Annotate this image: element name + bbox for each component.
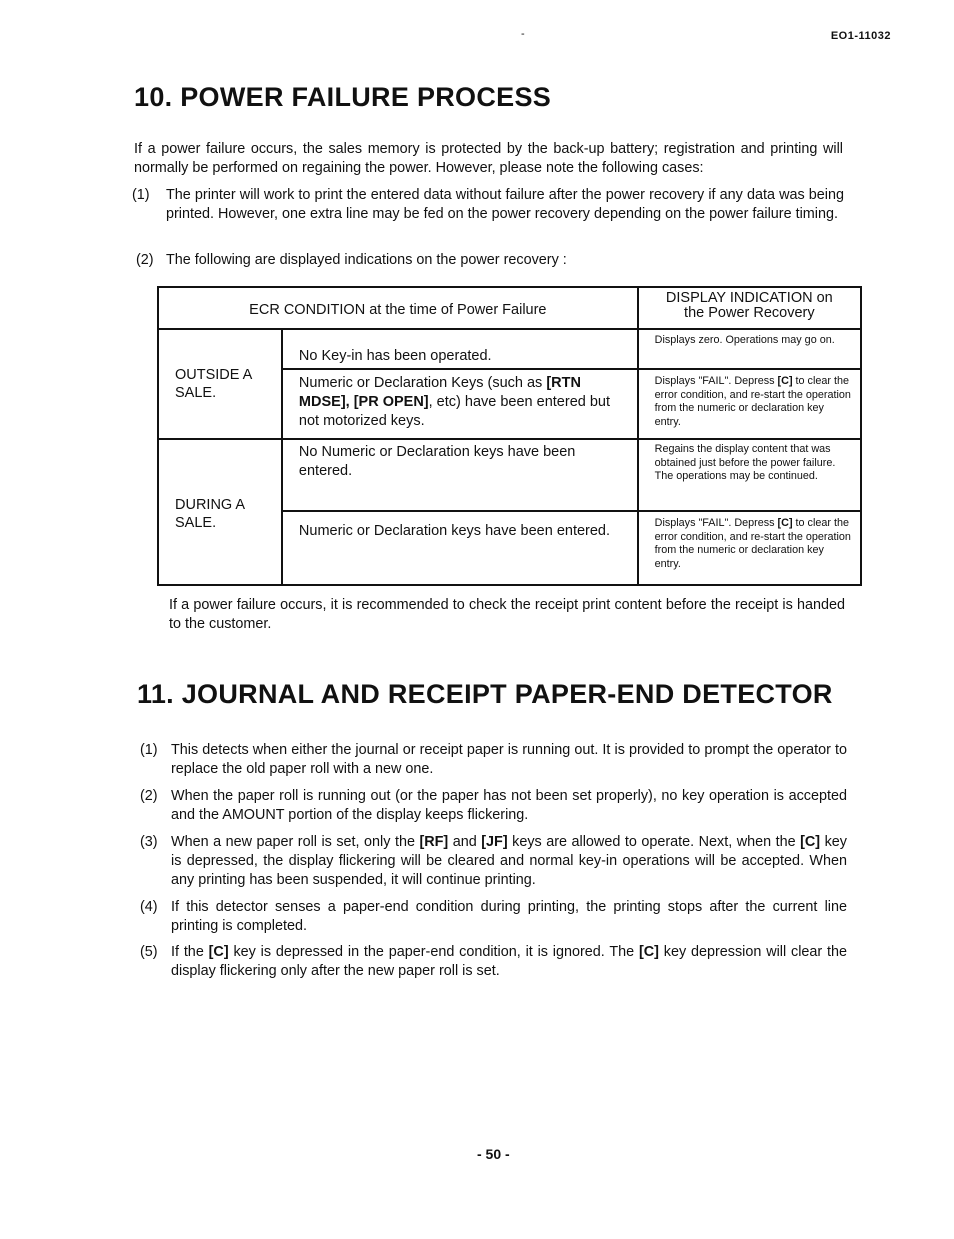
condition-cell: Numeric or Declaration Keys (such as [RTN MDSE], [PR OPEN], etc) have been entered but not motorized keys. xyxy=(282,369,638,439)
condition-cell: No Key-in has been operated. xyxy=(282,329,638,369)
item-number: (1) xyxy=(140,742,158,758)
header-ecr-condition: ECR CONDITION at the time of Power Failure xyxy=(158,287,638,329)
item-text: The printer will work to print the entered data without failure after the power recovery if any data was being printed. However, one extra line may be fed on the power recovery depending on the power failure timing. xyxy=(166,187,844,222)
section-10-title: 10. POWER FAILURE PROCESS xyxy=(134,82,552,112)
header-display-indication xyxy=(638,287,861,329)
table-header-row xyxy=(158,287,861,329)
power-failure-note: If a power failure occurs, it is recommended to check the receipt print content before the receipt is handed to the customer. xyxy=(169,597,845,632)
during-a-sale-label: DURING A SALE. xyxy=(158,439,282,585)
item-number: (1) xyxy=(132,187,150,203)
item-number: (5) xyxy=(140,944,158,960)
page-number: - 50 - xyxy=(477,1146,510,1162)
display-cell: Displays "FAIL". Depress [C] to clear the error condition, and re-start the operation from the numeric or declaration key entry. xyxy=(638,369,861,439)
header-mark: - xyxy=(521,28,525,40)
power-failure-table xyxy=(157,286,862,586)
item-number: (4) xyxy=(140,899,158,915)
condition-cell: No Numeric or Declaration keys have been entered. xyxy=(282,439,638,511)
outside-a-sale-label: OUTSIDE A SALE. xyxy=(158,329,282,439)
item-number: (2) xyxy=(140,788,158,804)
item-text: When a new paper roll is set, only the [RF] and [JF] keys are allowed to operate. Next, when the [C] key is depressed, the display flickering will be cleared and normal key-in operations will be accepted. When any printing has been suspended, it will continue printing. xyxy=(171,834,847,888)
display-cell: Displays zero. Operations may go on. xyxy=(638,329,861,369)
item-text: This detects when either the journal or receipt paper is running out. It is provided to prompt the operator to replace the old paper roll with a new one. xyxy=(171,742,847,777)
item-text: If the [C] key is depressed in the paper-end condition, it is ignored. The [C] key depression will clear the display flickering only after the new paper roll is set. xyxy=(171,944,848,979)
header-display-line1: DISPLAY INDICATION on xyxy=(665,290,833,306)
item-text: The following are displayed indications on the power recovery : xyxy=(166,252,567,268)
table-row xyxy=(158,439,861,511)
item-text: When the paper roll is running out (or the paper has not been set properly), no key operation is accepted and the AMOUNT portion of the display keeps flickering. xyxy=(171,788,847,823)
display-cell: Regains the display content that was obtained just before the power failure. The operations may be continued. xyxy=(638,439,861,511)
section-10-intro: If a power failure occurs, the sales memory is protected by the back-up battery; registration and printing will normally be performed on regaining the power. However, please note the following cases: xyxy=(134,141,843,176)
section-11-title: 11. JOURNAL AND RECEIPT PAPER-END DETECTOR xyxy=(137,679,833,709)
table-row xyxy=(158,329,861,369)
item-text: If this detector senses a paper-end condition during printing, the printing stops after the current line printing is completed. xyxy=(171,899,847,934)
header-display-line2: the Power Recovery xyxy=(684,305,815,321)
item-number: (3) xyxy=(140,834,158,850)
condition-cell: Numeric or Declaration keys have been entered. xyxy=(282,511,638,585)
display-cell: Displays "FAIL". Depress [C] to clear the error condition, and re-start the operation from the numeric or declaration key entry. xyxy=(638,511,861,585)
document-id: EO1-11032 xyxy=(830,30,891,42)
item-number: (2) xyxy=(136,252,154,268)
